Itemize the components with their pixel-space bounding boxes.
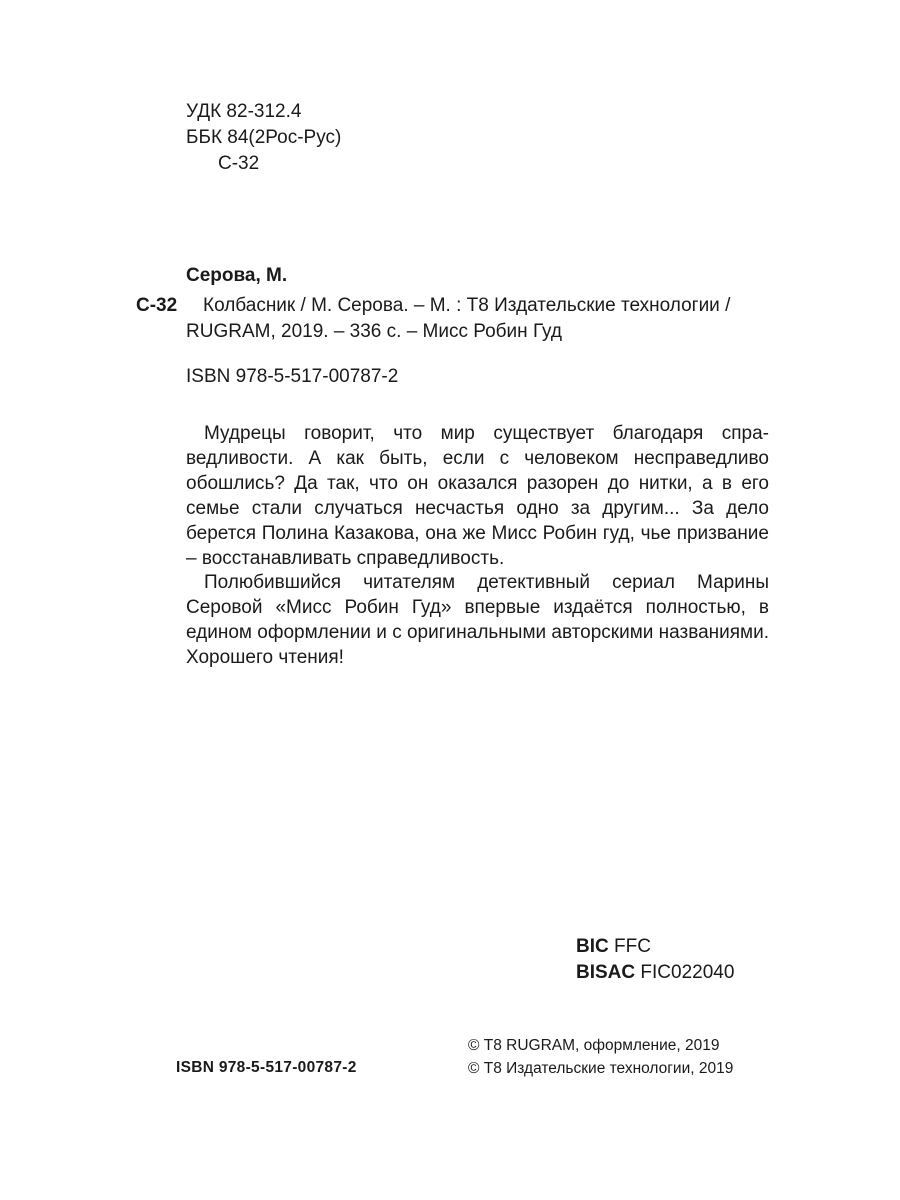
bisac-value: FIC022040 [640, 962, 735, 983]
isbn-bottom: ISBN 978-5-517-00787-2 [176, 1059, 357, 1076]
udk-code: УДК 82-312.4 [186, 101, 302, 122]
annotation-paragraph: Полюбившийся читателям детективный сериал Марины Серовой «Мисс Робин Гуд» впервые издаётся полностью, в едином оформлении и с оригинальными авторскими названиями. Хорошего чтения! [186, 572, 770, 668]
author-mark: С-32 [218, 153, 260, 174]
isbn: ISBN 978-5-517-00787-2 [186, 366, 399, 387]
bic-value: FFC [614, 936, 651, 957]
annotation-paragraph: Мудрецы говорит, что мир существует благодаря справедливости. А как быть, если с человеком несправедливо обошлись? Да так, что он оказался разорен до нитки, а в его семье стали случаться несчастья одно за другим... За дело берется Полина Казакова, она же Мисс Робин гуд, чье призвание – восстанавливать справедливость. [186, 423, 769, 569]
bbk-code: ББК 84(2Рос-Рус) [186, 127, 342, 148]
bic-code [576, 935, 651, 959]
copyright-line: © Т8 RUGRAM, оформление, 2019 [468, 1037, 720, 1054]
author-heading: Серова, М. [186, 265, 288, 286]
bibliographic-line-1: Колбасник / М. Серова. – М. : Т8 Издательские технологии / [203, 295, 731, 316]
bibliographic-line-2: RUGRAM, 2019. – 336 с. – Мисс Робин Гуд [186, 321, 562, 342]
catalog-code: С-32 [136, 295, 178, 316]
copyright-line: © Т8 Издательские технологии, 2019 [468, 1060, 734, 1077]
bisac-code [576, 961, 734, 985]
bisac-label: BISAC [576, 962, 636, 983]
bic-label: BIC [576, 936, 609, 957]
